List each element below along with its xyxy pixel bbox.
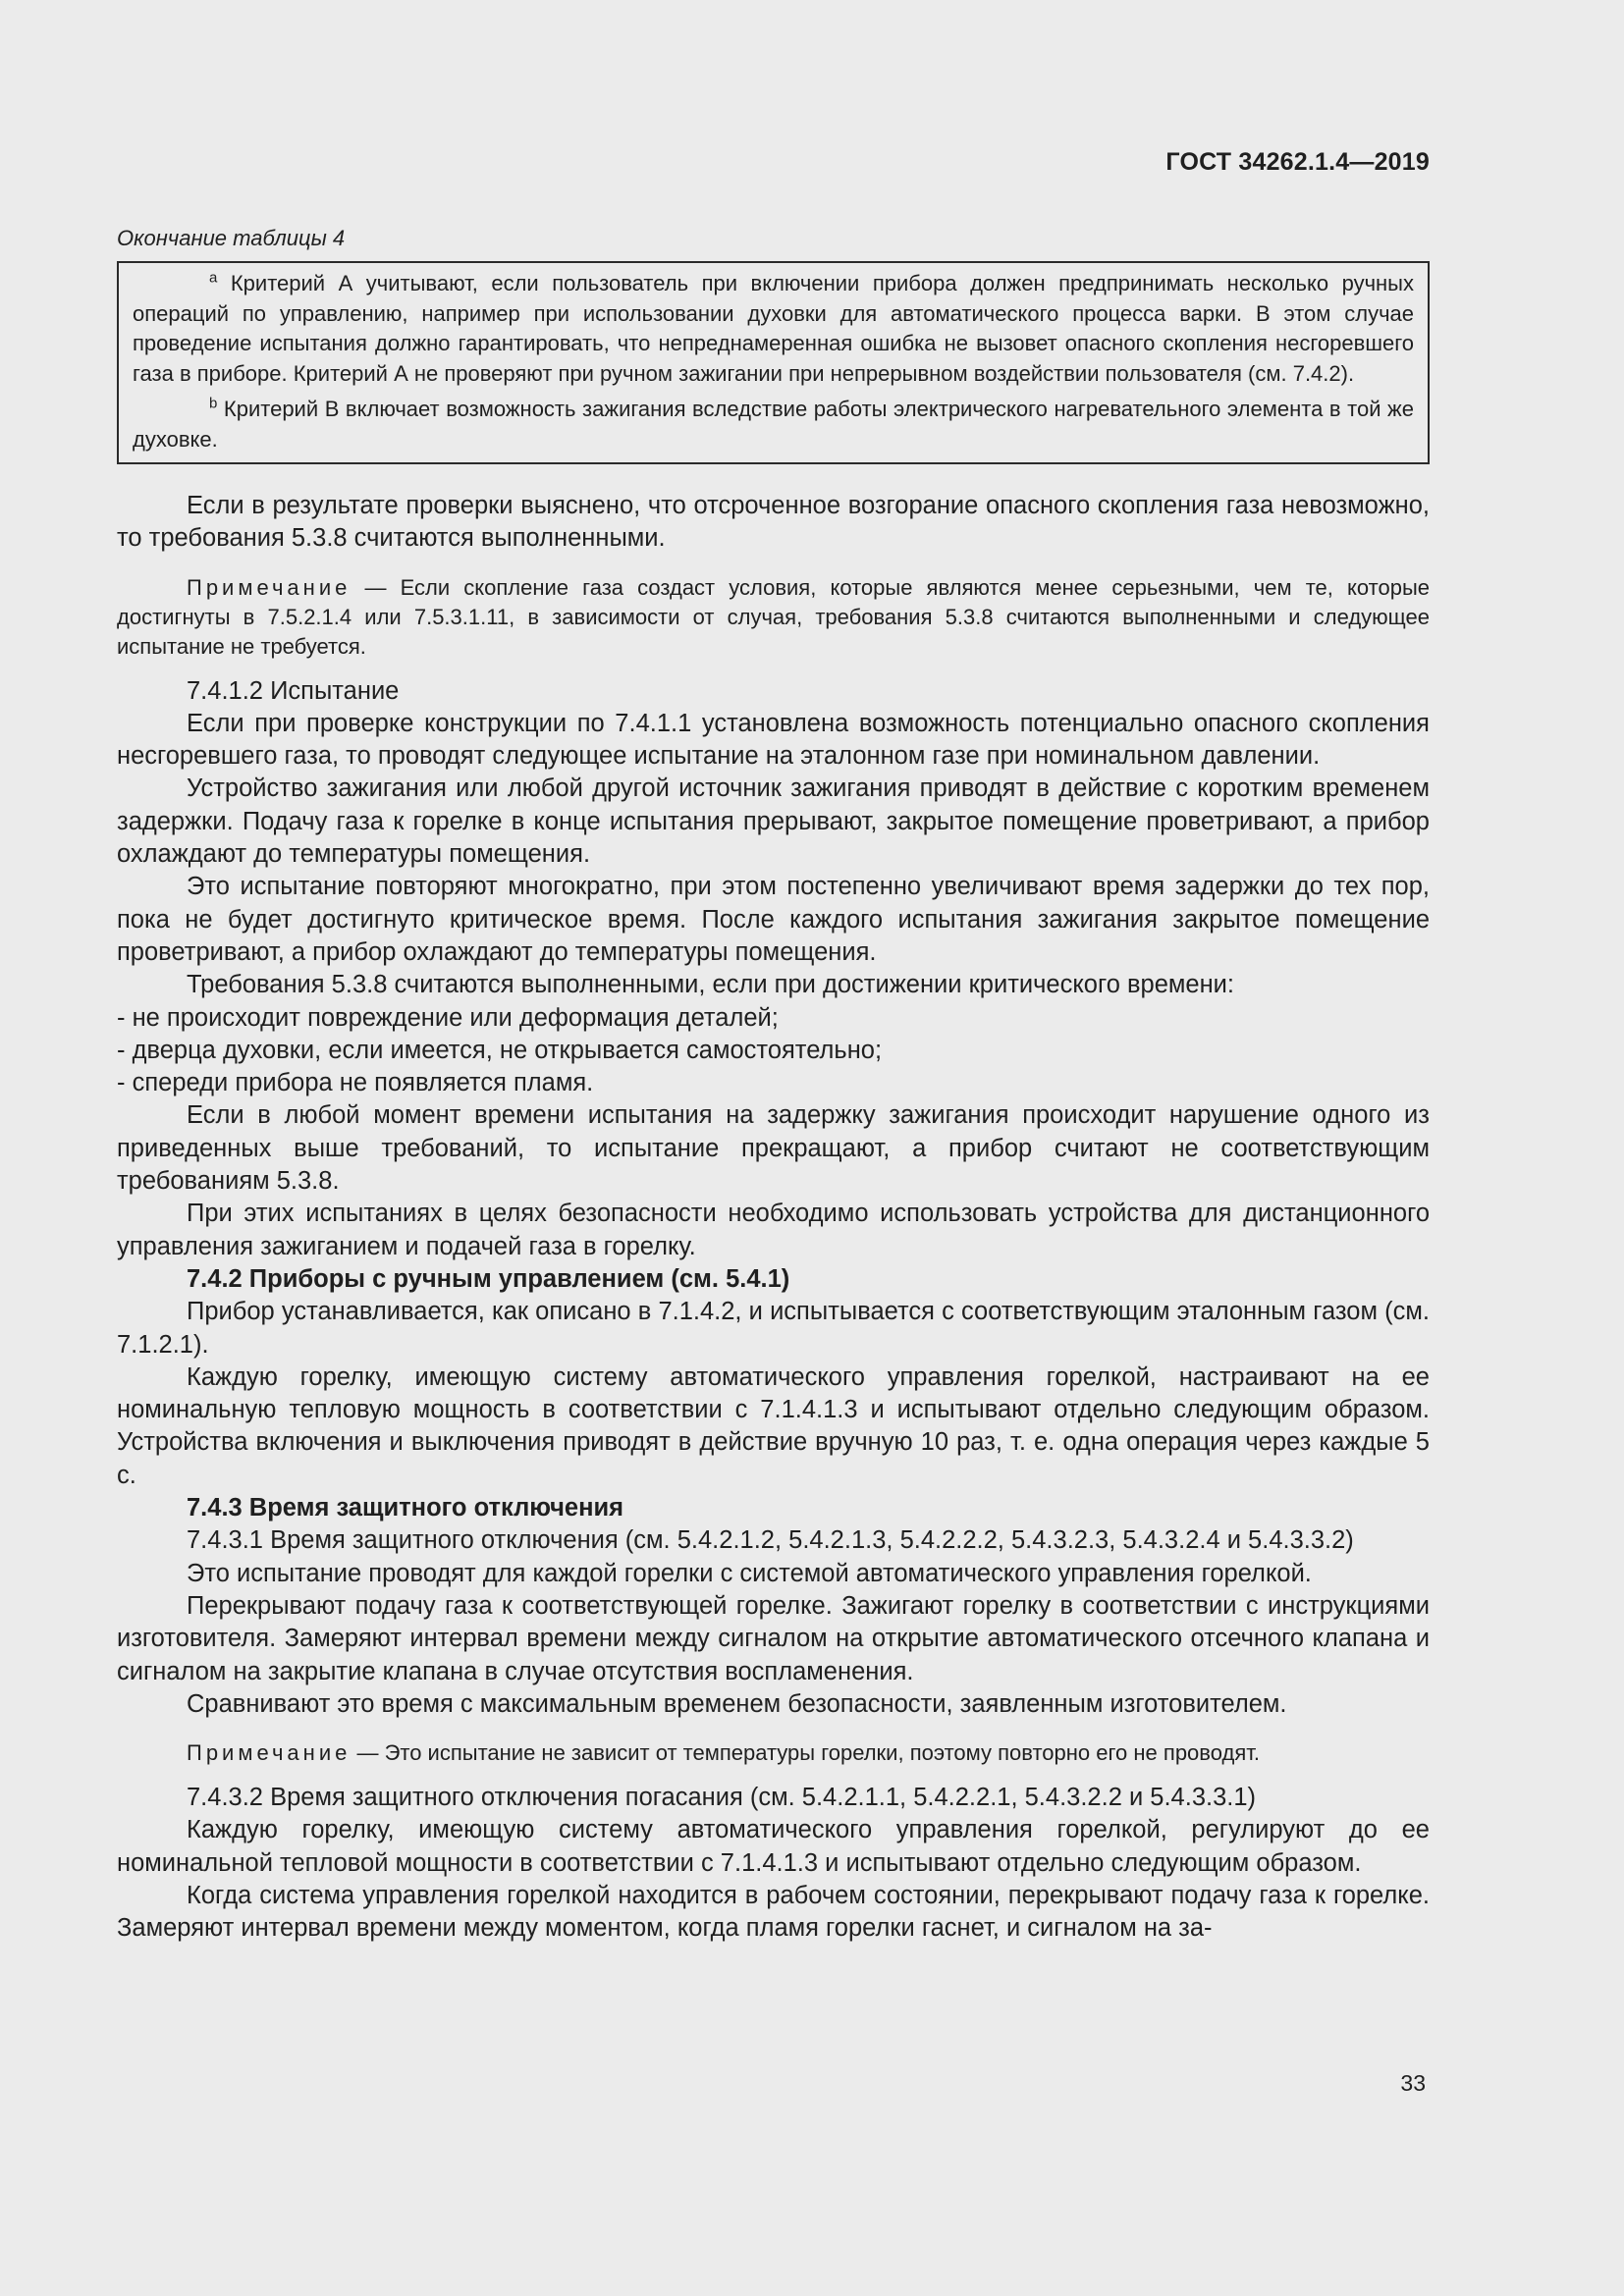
paragraph: Если в любой момент времени испытания на задержку зажигания происходит нарушение одного из приведенных выше требований, то испытание прекращают, а прибор считают не соответствующим требованиям 5.3.8. [117, 1101, 1430, 1196]
table-caption: Окончание таблицы 4 [117, 226, 346, 250]
paragraph: Сравнивают это время с максимальным временем безопасности, заявленным изготовителем. [187, 1689, 1287, 1718]
note-label: Примечание [187, 574, 352, 600]
paragraph: Требования 5.3.8 считаются выполненными, если при достижении критического времени: [187, 971, 1235, 999]
paragraph: Устройство зажигания или любой другой источник зажигания приводят в действие с коротким временем задержки. Подачу газа к горелке в конце испытания прерывают, закрытое помещение проветривают, а прибор охлаждают до температуры помещения. [117, 774, 1430, 869]
paragraph: Если при проверке конструкции по 7.4.1.1 установлена возможность потенциально опасного скопления несгоревшего газа, то проводят следующее испытание на эталонном газе при номинальном давлении. [117, 709, 1430, 771]
document-id-header: ГОСТ 34262.1.4—2019 [1165, 148, 1430, 176]
paragraph: Если в результате проверки выяснено, что отсроченное возгорание опасного скопления газа невозможно, то требования 5.3.8 считаются выполненными. [117, 492, 1430, 553]
page-number: 33 [1400, 2070, 1426, 2096]
section-title-7-4-3-1: 7.4.3.1 Время защитного отключения (см. 5.4.2.1.2, 5.4.2.1.3, 5.4.2.2.2, 5.4.3.2.3, 5.4.3.2.4 и 5.4.3.3.2) [187, 1526, 1354, 1555]
section-title-7-4-2: 7.4.2 Приборы с ручным управлением (см. 5.4.1) [187, 1264, 790, 1293]
paragraph: Это испытание проводят для каждой горелки с системой автоматического управления горелкой. [187, 1559, 1312, 1587]
paragraph: Каждую горелку, имеющую систему автоматического управления горелкой, настраивают на ее номинальную тепловую мощность в соответствии с 7.1.4.1.3 и испытывают отдельно следующим образом. Устройства включения и выключения приводят в действие вручную 10 раз, т. е. одна операция через каждые 5 с. [117, 1362, 1430, 1489]
paragraph: Это испытание повторяют многократно, при этом постепенно увеличивают время задержки до тех пор, пока не будет достигнуто критическое время. После каждого испытания зажигания закрытое помещение проветривают, а прибор охлаждают до температуры помещения. [117, 873, 1430, 966]
section-title-7-4-3: 7.4.3 Время защитного отключения [187, 1494, 624, 1522]
section-title-7-4-1-2: 7.4.1.2 Испытание [187, 676, 400, 705]
note-paragraph [117, 1738, 1430, 1768]
paragraph: Прибор устанавливается, как описано в 7.1.4.2, и испытывается с соответствующим эталонным газом (см. 7.1.2.1). [117, 1298, 1430, 1359]
footnote-a [133, 269, 1414, 389]
paragraph: Каждую горелку, имеющую систему автоматического управления горелкой, регулируют до ее номинальной тепловой мощности в соответствии с 7.1.4.1.3 и испытывают отдельно следующим образом. [117, 1816, 1430, 1877]
note-text: — Если скопление газа создаст условия, которые являются менее серьезными, чем те, которые достигнуты в 7.5.2.1.4 или 7.5.3.1.11, в зависимости от случая, требования 5.3.8 считаются выполненными и следующее испытание не требуется. [117, 574, 1430, 659]
footnote-b [133, 395, 1414, 454]
paragraph: Когда система управления горелкой находится в рабочем состоянии, перекрывают подачу газа к горелке. Замеряют интервал времени между моментом, когда пламя горелки гаснет, и сигналом на за- [117, 1881, 1430, 1943]
note-label: Примечание [187, 1740, 352, 1766]
paragraph: Перекрывают подачу газа к соответствующей горелке. Зажигают горелку в соответствии с инструкциями изготовителя. Замеряют интервал времени между сигналом на открытие автоматического отсечного клапана и сигналом на закрытие клапана в случае отсутствия воспламенения. [117, 1591, 1430, 1685]
paragraph: При этих испытаниях в целях безопасности необходимо использовать устройства для дистанционного управления зажиганием и подачей газа в горелку. [117, 1200, 1430, 1260]
section-title-7-4-3-2: 7.4.3.2 Время защитного отключения погасания (см. 5.4.2.1.1, 5.4.2.2.1, 5.4.3.2.2 и 5.4.3.3.1) [187, 1784, 1257, 1812]
note-paragraph [117, 573, 1430, 662]
page-content [117, 224, 1430, 1946]
table-footnotes-box [117, 261, 1430, 464]
footnote-b-mark: b [209, 395, 218, 412]
list-item: - спереди прибора не появляется пламя. [117, 1069, 594, 1097]
footnote-b-text: Критерий В включает возможность зажигания вследствие работы электрического нагревательного элемента в той же духовке. [133, 397, 1414, 452]
list-item: - дверца духовки, если имеется, не открывается самостоятельно; [117, 1036, 883, 1064]
footnote-a-mark: a [209, 269, 218, 287]
footnote-a-text: Критерий А учитывают, если пользователь при включении прибора должен предпринимать несколько ручных операций по управлению, например при использовании духовки для автоматического процесса варки. В этом случае проведение испытания должно гарантировать, что непреднамеренная ошибка не вызовет опасного скопления несгоревшего газа в приборе. Критерий А не проверяют при ручном зажигании при непрерывном воздействии пользователя (см. 7.4.2). [133, 271, 1414, 386]
note-text: — Это испытание не зависит от температуры горелки, поэтому повторно его не проводят. [351, 1740, 1260, 1766]
list-item: - не происходит повреждение или деформация деталей; [117, 1003, 779, 1032]
